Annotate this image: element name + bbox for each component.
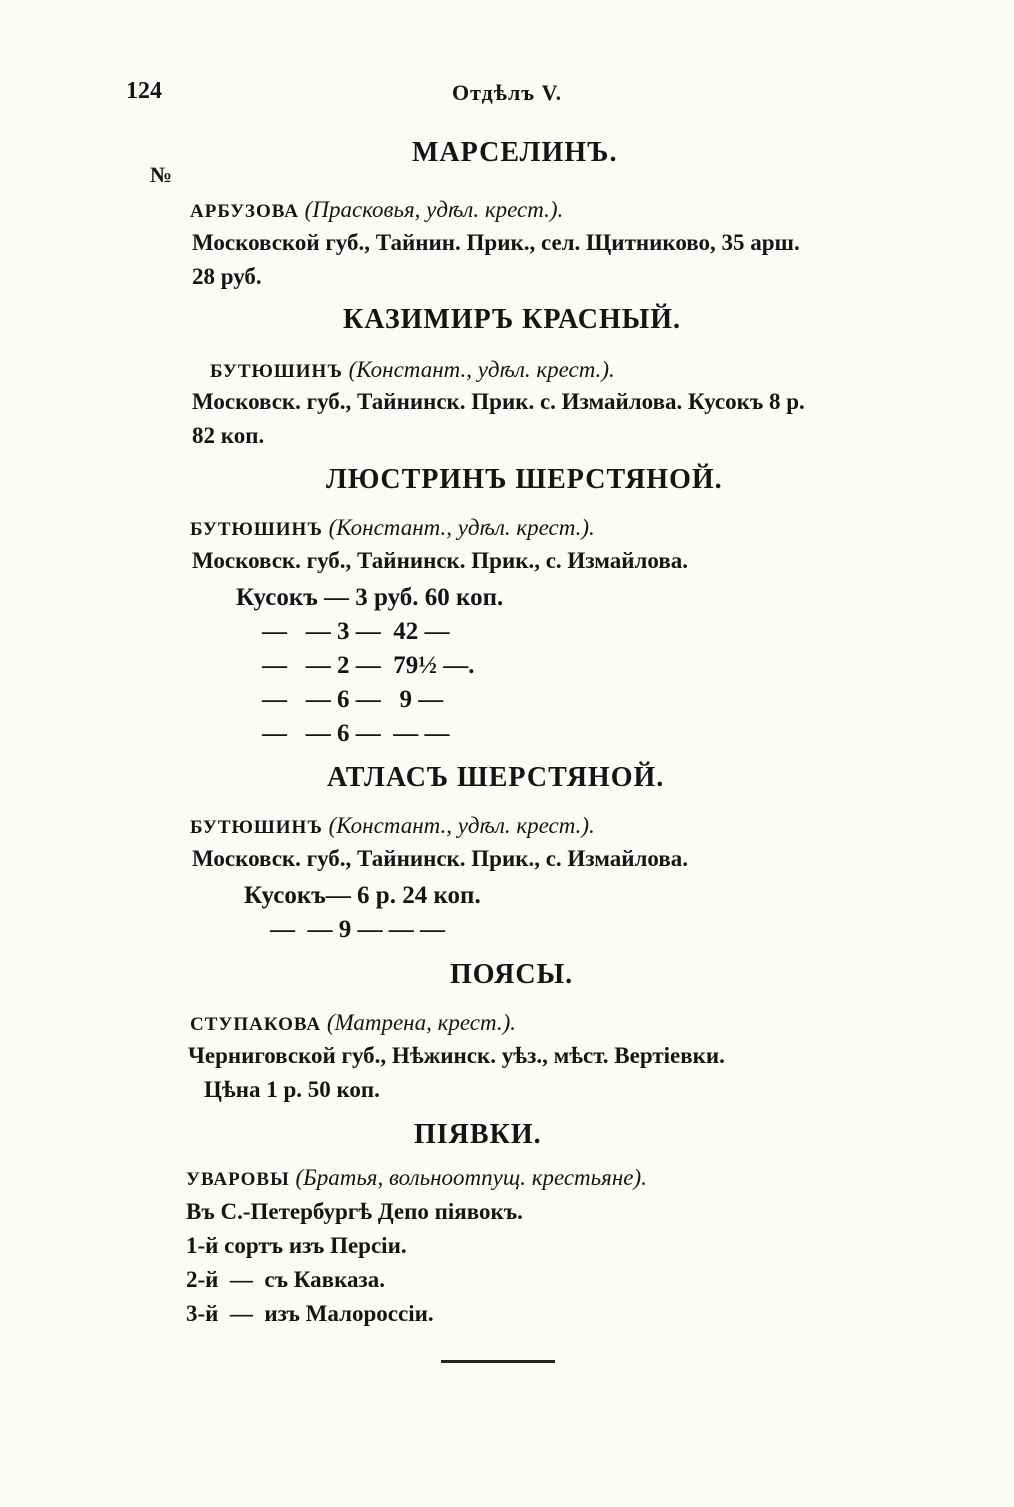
page-number: 124 bbox=[126, 78, 162, 104]
maker-line bbox=[190, 197, 563, 223]
entry-line: 2-й — съ Кавказа. bbox=[186, 1267, 385, 1292]
maker-name: УВАРОВЫ bbox=[186, 1169, 290, 1190]
maker-name: БУТЮШИНЪ bbox=[190, 519, 323, 540]
section-heading: АТЛАСЪ ШЕРСТЯНОЙ. bbox=[327, 762, 665, 793]
maker-name: АРБУЗОВА bbox=[190, 201, 299, 222]
closing-rule bbox=[441, 1360, 555, 1363]
entry-line: Московской губ., Тайнин. Прик., сел. Щитниково, 35 арш. bbox=[192, 230, 800, 255]
maker-line bbox=[186, 1165, 647, 1191]
maker-note: (Констант., удѣл. крест.). bbox=[348, 357, 615, 382]
maker-note: (Прасковья, удѣл. крест.). bbox=[304, 197, 564, 222]
entry-line: 3-й — изъ Малороссіи. bbox=[186, 1301, 434, 1326]
entry-line: 28 руб. bbox=[192, 264, 262, 289]
maker-line bbox=[190, 813, 595, 839]
price-row: — — 9 — — — bbox=[270, 916, 445, 943]
entry-line: Московск. губ., Тайнинск. Прик., с. Измайлова. bbox=[192, 846, 688, 871]
price-row: Кусокъ— 6 р. 24 коп. bbox=[244, 882, 481, 909]
price-row: — — 3 — 42 — bbox=[262, 618, 450, 645]
maker-line bbox=[210, 357, 615, 383]
number-sign: № bbox=[150, 162, 173, 187]
entry-line: Цѣна 1 р. 50 коп. bbox=[204, 1077, 380, 1102]
price-row: — — 2 — 79½ —. bbox=[262, 652, 475, 679]
maker-note: (Констант., удѣл. крест.). bbox=[328, 813, 595, 838]
maker-note: (Констант., удѣл. крест.). bbox=[328, 515, 595, 540]
entry-line: Въ С.-Петербургѣ Депо піявокъ. bbox=[186, 1199, 523, 1224]
section-heading: ПОЯСЫ. bbox=[450, 959, 574, 990]
entry-line: Московск. губ., Тайнинск. Прик., с. Измайлова. bbox=[192, 548, 688, 573]
maker-line bbox=[190, 515, 595, 541]
section-heading: ЛЮСТРИНЪ ШЕРСТЯНОЙ. bbox=[326, 464, 723, 495]
maker-name: БУТЮШИНЪ bbox=[210, 361, 343, 382]
price-row: — — 6 — — — bbox=[262, 720, 450, 747]
section-heading: КАЗИМИРЪ КРАСНЫЙ. bbox=[343, 304, 682, 335]
maker-line bbox=[190, 1010, 516, 1036]
section-heading: МАРСЕЛИНЪ. bbox=[412, 137, 618, 168]
entry-line: 1-й сортъ изъ Персіи. bbox=[186, 1233, 407, 1258]
entry-line: 82 коп. bbox=[192, 423, 265, 448]
price-row: Кусокъ — 3 руб. 60 коп. bbox=[236, 584, 504, 611]
maker-note: (Матрена, крест.). bbox=[326, 1010, 517, 1035]
maker-name: СТУПАКОВА bbox=[190, 1014, 322, 1035]
maker-note: (Братья, вольноотпущ. крестьяне). bbox=[295, 1165, 647, 1190]
entry-line: Московск. губ., Тайнинск. Прик. с. Измайлова. Кусокъ 8 р. bbox=[192, 389, 805, 414]
maker-name: БУТЮШИНЪ bbox=[190, 817, 323, 838]
section-heading: ПІЯВКИ. bbox=[414, 1119, 542, 1150]
price-row: — — 6 — 9 — bbox=[262, 686, 444, 713]
entry-line: Черниговской губ., Нѣжинск. уѣз., мѣст. Вертіевки. bbox=[188, 1043, 725, 1068]
running-head: Отдѣлъ V. bbox=[452, 80, 563, 105]
